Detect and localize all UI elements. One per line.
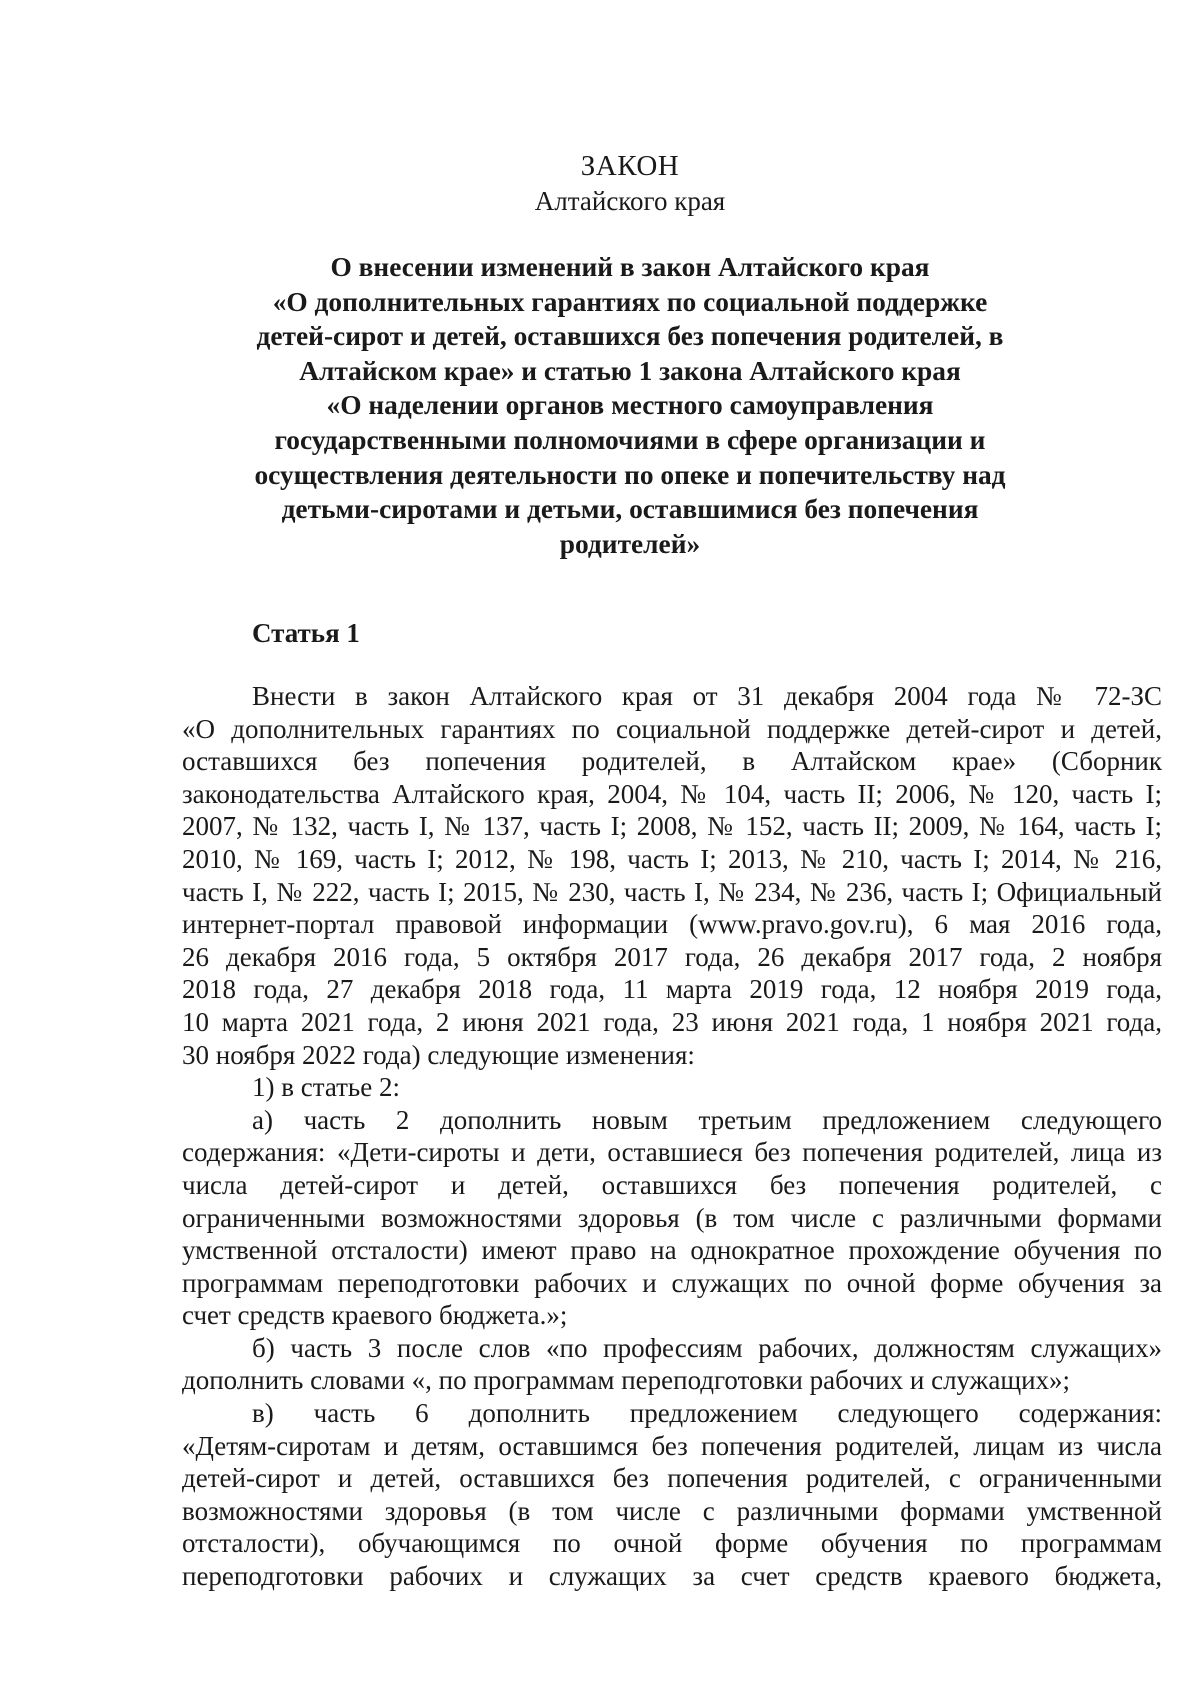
- body-line: числа детей-сирот и детей, оставшихся без попечения родителей, с: [182, 1169, 1162, 1200]
- body-line: интернет-портал правовой информации (www.pravo.gov.ru), 6 мая 2016 года,: [182, 909, 1162, 940]
- article-heading: Статья 1: [252, 618, 360, 648]
- body-line: умственной отсталости) имеют право на однократное прохождение обучения по: [182, 1235, 1162, 1266]
- body-line: 2018 года, 27 декабря 2018 года, 11 марта 2019 года, 12 ноября 2019 года,: [182, 974, 1162, 1005]
- body-line: законодательства Алтайского края, 2004, № 104, часть II; 2006, № 120, часть I;: [182, 778, 1162, 809]
- body-line: «Детям-сиротам и детям, оставшимся без попечения родителей, лицам из числа: [182, 1430, 1162, 1461]
- body-line: возможностями здоровья (в том числе с различными формами умственной: [182, 1495, 1162, 1526]
- body-line: дополнить словами «, по программам переподготовки рабочих и служащих»;: [182, 1365, 1071, 1396]
- article-body: [182, 680, 1162, 1593]
- body-line: счет средств краевого бюджета.»;: [182, 1300, 568, 1331]
- document-title: [230, 250, 1030, 561]
- body-line: 1) в статье 2:: [252, 1072, 400, 1103]
- body-line: 26 декабря 2016 года, 5 октября 2017 года, 26 декабря 2017 года, 2 ноября: [182, 941, 1162, 972]
- title-line: «О наделении органов местного самоуправления: [326, 390, 934, 421]
- body-line: содержания: «Дети-сироты и дети, оставшиеся без попечения родителей, лица из: [182, 1137, 1162, 1168]
- body-line: ограниченными возможностями здоровья (в том числе с различными формами: [182, 1202, 1162, 1233]
- body-line: а) часть 2 дополнить новым третьим предложением следующего: [252, 1104, 1162, 1135]
- body-line: Внести в закон Алтайского края от 31 декабря 2004 года № 72-ЗС: [252, 681, 1162, 711]
- title-line: Алтайском крае» и статью 1 закона Алтайского края: [299, 355, 961, 386]
- document-region: Алтайского края: [534, 186, 726, 216]
- body-line: 2007, № 132, часть I, № 137, часть I; 2008, № 152, часть II; 2009, № 164, часть I;: [182, 811, 1162, 842]
- title-line: детей-сирот и детей, оставшихся без попечения родителей, в: [256, 321, 1004, 352]
- body-line: программам переподготовки рабочих и служащих по очной форме обучения за: [182, 1267, 1162, 1298]
- title-line: «О дополнительных гарантиях по социальной поддержке: [272, 286, 988, 317]
- body-line: 30 ноября 2022 года) следующие изменения:: [182, 1039, 695, 1070]
- body-line: часть I, № 222, часть I; 2015, № 230, часть I, № 234, № 236, часть I; Официальный: [182, 876, 1162, 907]
- body-line: переподготовки рабочих и служащих за счет средств краевого бюджета,: [182, 1561, 1162, 1592]
- body-line: 10 марта 2021 года, 2 июня 2021 года, 23 июня 2021 года, 1 ноября 2021 года,: [182, 1006, 1162, 1037]
- body-line: 2010, № 169, часть I; 2012, № 198, часть I; 2013, № 210, часть I; 2014, № 216,: [182, 843, 1162, 874]
- body-line: «О дополнительных гарантиях по социальной поддержке детей-сирот и детей,: [182, 713, 1162, 744]
- body-line: оставшихся без попечения родителей, в Алтайском крае» (Сборник: [182, 746, 1162, 777]
- title-line: О внесении изменений в закон Алтайского края: [330, 252, 930, 282]
- title-line: осуществления деятельности по опеке и попечительству над: [254, 459, 1006, 490]
- title-line: родителей»: [559, 528, 701, 559]
- document-type: ЗАКОН: [580, 150, 680, 182]
- title-line: детьми-сиротами и детьми, оставшимися без попечения: [281, 494, 979, 525]
- body-line: в) часть 6 дополнить предложением следующего содержания:: [252, 1398, 1162, 1429]
- body-line: отсталости), обучающимся по очной форме обучения по программам: [182, 1528, 1162, 1559]
- body-line: б) часть 3 после слов «по профессиям рабочих, должностям служащих»: [252, 1332, 1162, 1363]
- body-line: детей-сирот и детей, оставшихся без попечения родителей, с ограниченными: [182, 1463, 1162, 1494]
- title-line: государственными полномочиями в сфере организации и: [274, 424, 986, 455]
